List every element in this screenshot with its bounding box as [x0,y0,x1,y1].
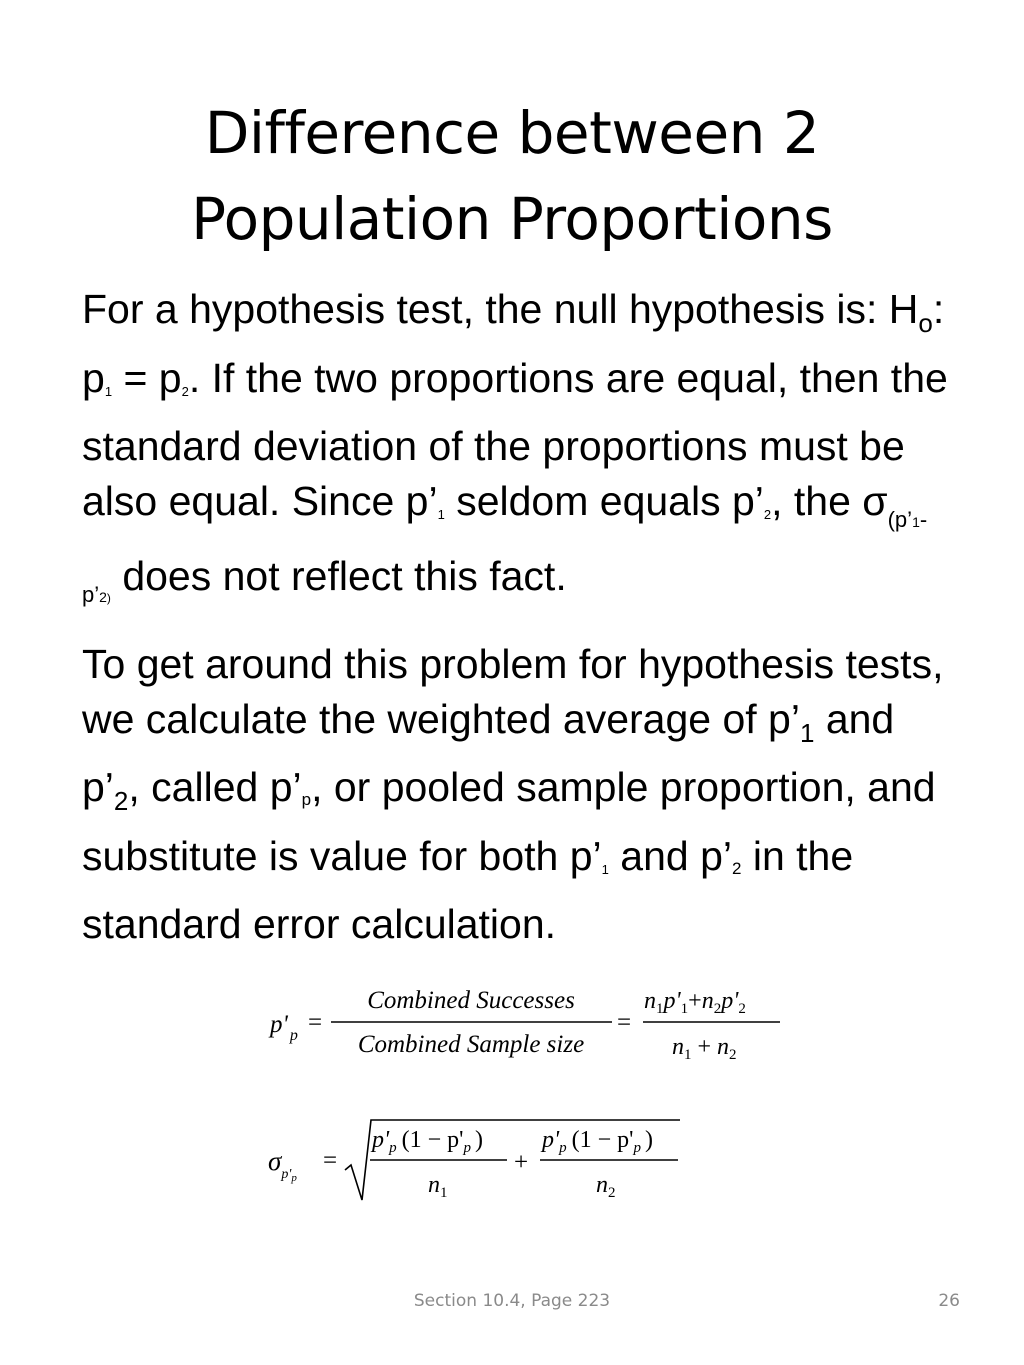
text-run: and p’ [608,832,732,879]
subscript: 2 [181,383,189,399]
title-line-2: Population Proportions [191,185,833,253]
standard-error-formula [268,1120,680,1201]
subscript: 1 [437,506,445,522]
fraction-1-numerator: $p'_p$ ($1 - p'_p$ ) [372,1127,483,1156]
page-number: 26 [938,1291,960,1311]
paragraph-pooled-proportion [82,637,952,952]
sigma-subscript: (p’1-p’2) [82,506,928,607]
subscript: 1 [799,717,815,748]
denominator-sum: $n_1 + n_2$ [672,1034,737,1063]
equals-sign: = [308,1009,323,1036]
text-run: , or pooled sample proportion, and substitute is value for both p’ [82,764,936,879]
denominator-text: Combined Sample size [357,1031,585,1058]
paragraph-null-hypothesis [82,282,952,626]
text-run: . If the two proportions are equal, then the standard deviation of the proportions must be also equal. Since p’ [82,354,948,524]
text-run: To get around this problem for hypothesis tests, we calculate the weighted average of p’ [82,641,944,742]
text-run: : p [82,286,945,401]
equals-sign: = [323,1147,338,1174]
fraction-2-denominator: $n_2$ [596,1172,616,1201]
numerator-weighted: $n_1p'_1+n_2p'_2$ [644,988,746,1017]
text-run: , the σ [771,477,888,524]
equals-sign: = [617,1009,632,1036]
subscript: 1 [104,383,113,399]
subscript: 1 [601,861,609,877]
text-run: in the standard error calculation. [82,832,854,947]
numerator-text: Combined Successes [367,987,575,1014]
fraction-2-numerator: $p'_p$ ($1 - p'_p$ ) [542,1127,653,1156]
text-run: , called p’ [128,764,302,810]
lhs: p' $_p$ [270,1011,298,1044]
subscript: o [918,308,933,338]
title-line-1: Difference between 2 [204,99,820,167]
text-run: and p’ [82,695,895,810]
subscript: p [301,790,312,809]
lhs-sigma: $\sigma_{p'}p$ [268,1146,297,1184]
pooled-proportion-formula [268,987,780,1063]
text-run: = p [112,354,182,401]
text-run: seldom equals p’ [444,477,764,524]
footer-reference: Section 10.4, Page 223 [413,1291,611,1311]
text-run: For a hypothesis test, the null hypothesis is: H [82,286,919,332]
subscript: 2 [113,786,129,816]
plus-sign: + [514,1149,529,1176]
fraction-1-denominator: $n_1$ [428,1172,448,1201]
subscript: 2 [731,858,742,878]
slide-title [0,90,1024,262]
text-run: does not reflect this fact. [110,553,567,599]
square-root-sign [345,1120,680,1200]
subscript: 2 [763,506,772,522]
